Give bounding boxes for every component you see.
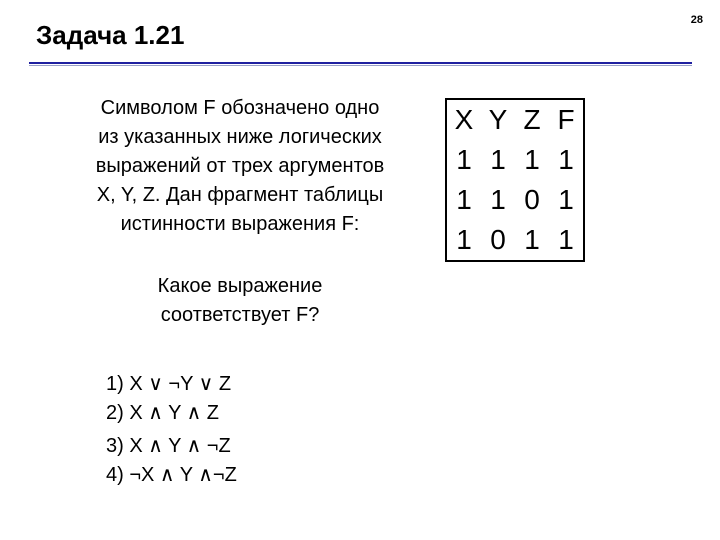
statement-line: из указанных ниже логических <box>98 126 382 148</box>
truth-table <box>445 98 585 262</box>
answer-option-1: 1) X ∨ ¬Y ∨ Z <box>106 373 232 395</box>
title-underline <box>29 62 692 66</box>
header-y: Y <box>481 99 515 140</box>
slide-title: Задача 1.21 <box>36 20 185 50</box>
table-cell: 0 <box>524 184 540 215</box>
header-x: X <box>446 99 481 140</box>
table-cell: 1 <box>524 144 540 175</box>
table-cell: 1 <box>515 220 549 261</box>
answer-option-3: 3) X ∧ Y ∧ ¬Z <box>106 435 231 457</box>
table-cell: 1 <box>446 220 481 261</box>
question-line: соответствует F? <box>160 304 320 326</box>
table-row <box>446 220 584 261</box>
answer-option-4: 4) ¬X ∧ Y ∧¬Z <box>106 464 237 486</box>
table-cell: 1 <box>549 180 584 220</box>
statement-line: истинности выражения F: <box>120 213 360 235</box>
table-row <box>446 140 584 180</box>
answer-options <box>106 370 237 490</box>
table-cell: 1 <box>490 184 506 215</box>
statement-line: X, Y, Z. Дан фрагмент таблицы <box>96 184 384 206</box>
answer-option-2: 2) X ∧ Y ∧ Z <box>106 402 220 424</box>
question <box>110 272 370 330</box>
question-line: Какое выражение <box>157 275 323 297</box>
table-cell: 1 <box>549 140 584 180</box>
page-number: 28 <box>690 14 703 26</box>
problem-statement <box>55 94 425 239</box>
header-z: Z <box>515 99 549 140</box>
table-cell: 1 <box>549 220 584 261</box>
table-cell: 1 <box>446 140 481 180</box>
table-cell: 1 <box>490 144 506 175</box>
table-header-row <box>446 99 584 140</box>
table-cell: 1 <box>446 180 481 220</box>
statement-line: Символом F обозначено одно <box>100 97 380 119</box>
header-f: F <box>549 99 584 140</box>
table-cell: 0 <box>481 220 515 261</box>
table-row <box>446 180 584 220</box>
statement-line: выражений от трех аргументов <box>95 155 385 177</box>
